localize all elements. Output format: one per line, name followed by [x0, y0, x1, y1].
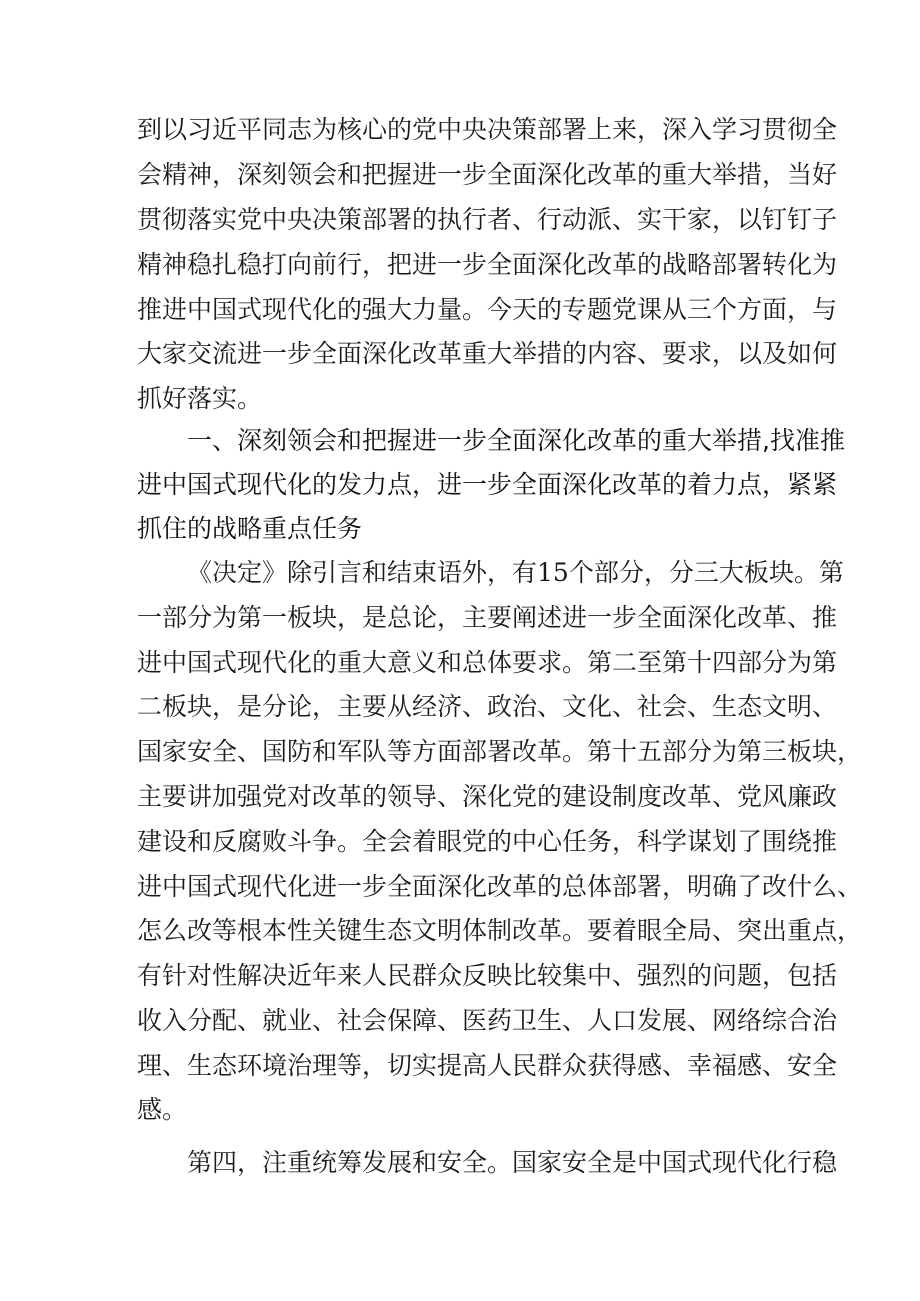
- text-line: 会精神，深刻领会和把握进一步全面深化改革的重大举措，当好: [137, 160, 838, 189]
- heading-line: 一、深刻领会和把握进一步全面深化改革的重大举措,找准推: [187, 426, 845, 455]
- text-line: 大家交流进一步全面深化改革重大举措的内容、要求，以及如何: [137, 339, 838, 368]
- text-line: 二板块，是分论，主要从经济、政治、文化、社会、生态文明、: [137, 692, 838, 721]
- text-line: 一部分为第一板块，是总论，主要阐述进一步全面深化改革、推: [137, 603, 838, 632]
- text-line: 建设和反腐败斗争。全会着眼党的中心任务，科学谋划了围绕推: [137, 827, 838, 856]
- text-line: 第四，注重统筹发展和安全。国家安全是中国式现代化行稳: [187, 1148, 838, 1177]
- text-line: 主要讲加强党对改革的领导、深化党的建设制度改革、党风廉政: [137, 782, 838, 811]
- text-line: 《决定》除引言和结束语外，有15个部分，分三大板块。第: [187, 558, 844, 587]
- text-line: 有针对性解决近年来人民群众反映比较集中、强烈的问题，包括: [137, 961, 838, 990]
- text-line: 收入分配、就业、社会保障、医药卫生、人口发展、网络综合治: [137, 1006, 838, 1035]
- text-line: 感。: [137, 1095, 188, 1124]
- text-line: 国家安全、国防和军队等方面部署改革。第十五部分为第三板块，: [137, 737, 863, 766]
- text-line: 怎么改等根本性关键生态文明体制改革。要着眼全局、突出重点，: [137, 916, 863, 945]
- text-line: 贯彻落实党中央决策部署的执行者、行动派、实干家，以钉钉子: [137, 205, 838, 234]
- text-line: 精神稳扎稳打向前行，把进一步全面深化改革的战略部署转化为: [137, 250, 838, 279]
- text-line: 进中国式现代化的重大意义和总体要求。第二至第十四部分为第: [137, 648, 838, 677]
- heading-line: 进中国式现代化的发力点，进一步全面深化改革的着力点，紧紧: [137, 470, 838, 499]
- heading-line: 抓住的战略重点任务: [137, 514, 363, 543]
- text-line: 推进中国式现代化的强大力量。今天的专题党课从三个方面，与: [137, 295, 838, 324]
- text-line: 抓好落实。: [137, 384, 263, 413]
- text-line: 理、生态环境治理等，切实提高人民群众获得感、幸福感、安全: [137, 1051, 838, 1080]
- text-line: 到以习近平同志为核心的党中央决策部署上来，深入学习贯彻全: [137, 115, 838, 144]
- text-line: 进中国式现代化进一步全面深化改革的总体部署，明确了改什么、: [137, 872, 863, 901]
